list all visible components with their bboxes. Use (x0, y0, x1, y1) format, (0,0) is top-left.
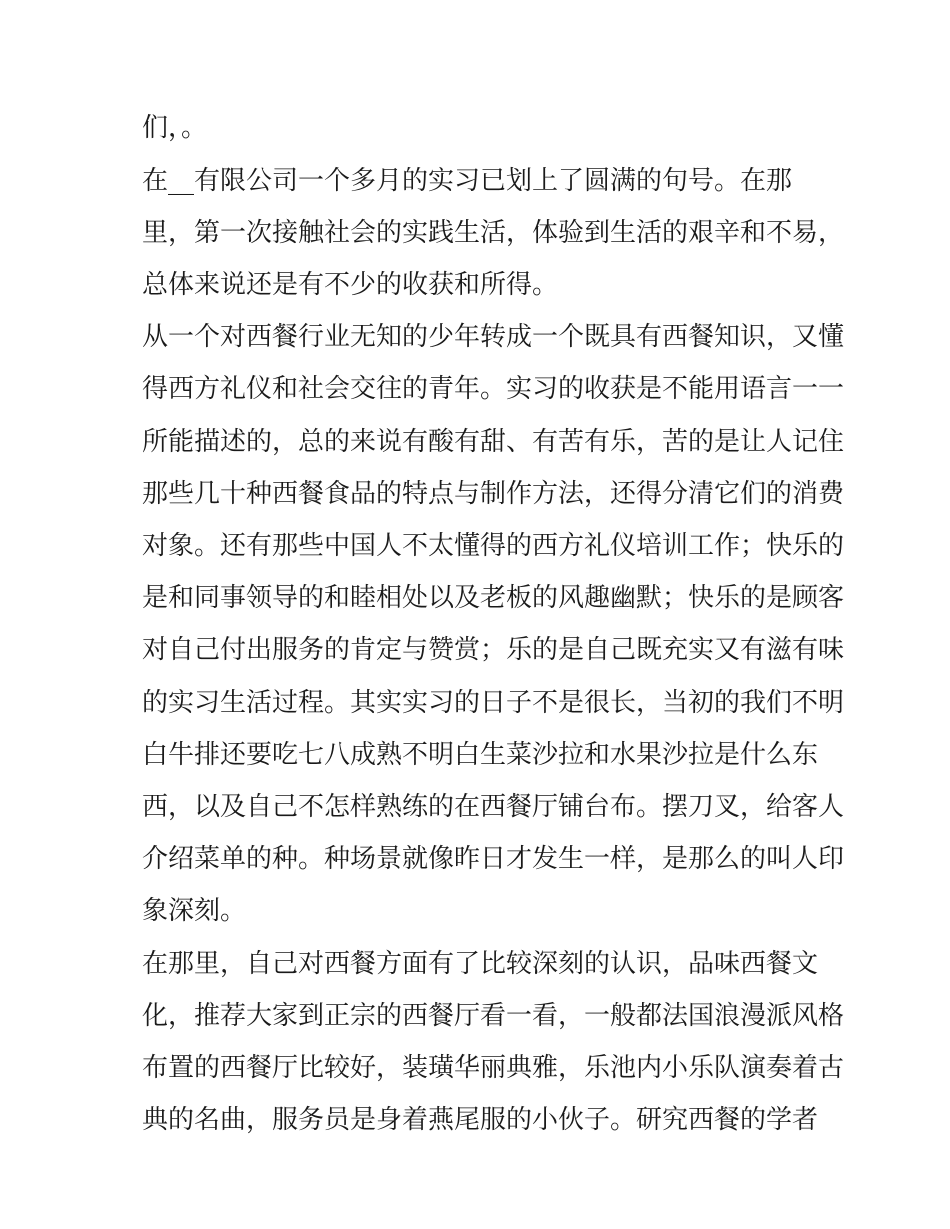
text-line: 的实习生活过程。其实实习的日子不是很长，当初的我们不明 (142, 688, 845, 718)
text-line: 得西方礼仪和社会交往的青年。实习的收获是不能用语言一一 (142, 374, 845, 404)
text-line: 介绍菜单的种。种场景就像昨日才发生一样，是那么的叫人印 (142, 844, 845, 874)
text-line: 所能描述的，总的来说有酸有甜、有苦有乐，苦的是让人记住 (142, 427, 845, 457)
text-line: 里，第一次接触社会的实践生活，体验到生活的艰辛和不易， (142, 218, 845, 248)
text-line: 布置的西餐厅比较好，装璜华丽典雅，乐池内小乐队演奏着古 (142, 1053, 845, 1083)
text-line: 在那里，自己对西餐方面有了比较深刻的认识，品味西餐文 (142, 949, 819, 979)
text-line: 们，。 (142, 113, 208, 143)
text-line: 总体来说还是有不少的收获和所得。 (142, 270, 559, 300)
text-line: 化，推荐大家到正宗的西餐厅看一看，一般都法国浪漫派风格 (142, 1001, 845, 1031)
text-line: 典的名曲，服务员是身着燕尾服的小伙子。研究西餐的学者 (142, 1105, 819, 1135)
text-line: 对自己付出服务的肯定与赞赏；乐的是自己既充实又有滋有味 (142, 635, 845, 665)
text-line: 从一个对西餐行业无知的少年转成一个既具有西餐知识，又懂 (142, 322, 845, 352)
text-line: 西，以及自己不怎样熟练的在西餐厅铺台布。摆刀叉，给客人 (142, 792, 845, 822)
text-line: 对象。还有那些中国人不太懂得的西方礼仪培训工作；快乐的 (142, 531, 845, 561)
text-line: 是和同事领导的和睦相处以及老板的风趣幽默；快乐的是顾客 (142, 583, 845, 613)
text-line: 那些几十种西餐食品的特点与制作方法，还得分清它们的消费 (142, 479, 845, 509)
text-line: 象深刻。 (142, 896, 247, 926)
text-line: 在__有限公司一个多月的实习已划上了圆满的句号。在那 (142, 166, 793, 196)
text-line: 白牛排还要吃七八成熟不明白生菜沙拉和水果沙拉是什么东 (142, 740, 819, 770)
